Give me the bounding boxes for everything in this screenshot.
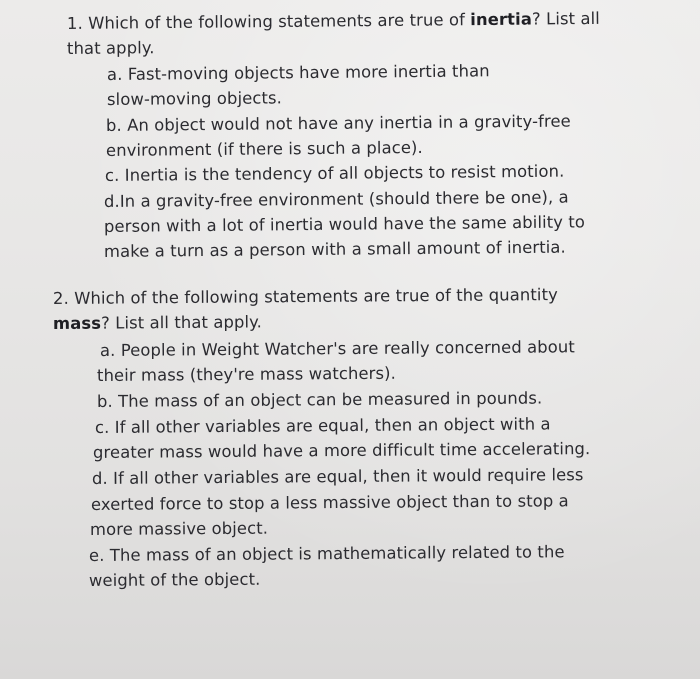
question-2-option-d: [92, 465, 584, 489]
question-2-stem-end: ? List all that apply.: [100, 312, 262, 333]
question-2-option-c: [95, 414, 551, 438]
question-1-option-a-cont: slow-moving objects.: [106, 88, 283, 109]
option-text: The mass of an object is mathematically related to the: [109, 542, 565, 565]
option-text: The mass of an object can be measured in pounds.: [118, 388, 543, 411]
option-text: If all other variables are equal, then an object with a: [114, 414, 551, 437]
question-1-number: 1.: [66, 13, 83, 33]
question-1-keyword: inertia: [470, 9, 533, 30]
option-text: In a gravity-free environment (should there be one), a: [119, 187, 569, 211]
question-1-stem-end: ? List all: [531, 8, 600, 29]
option-letter: b.: [96, 391, 113, 411]
option-letter: a.: [106, 64, 123, 84]
question-2-stem: [53, 285, 558, 309]
question-2-stem-line2: [53, 312, 262, 334]
question-2-option-e-cont: weight of the object.: [88, 569, 261, 590]
question-2-option-d-cont-1: exerted force to stop a less massive object than to stop a: [90, 491, 569, 514]
question-1-stem: [67, 9, 600, 34]
option-text: An object would not have any inertia in a gravity-free: [127, 111, 571, 135]
question-1-option-b: [106, 112, 571, 136]
option-letter: e.: [88, 545, 105, 565]
question-2-option-b: [97, 389, 542, 412]
option-text: Fast-moving objects have more inertia than: [127, 61, 490, 84]
question-1-stem-line2: that apply.: [66, 38, 155, 58]
option-letter: a.: [99, 340, 116, 360]
question-1-option-c: [105, 162, 565, 186]
option-letter: b.: [105, 115, 122, 135]
option-letter: c.: [94, 417, 110, 437]
question-1-option-d-cont-2: make a turn as a person with a small amount of inertia.: [103, 237, 566, 261]
question-1-option-a: [107, 61, 490, 85]
question-1-stem-text: Which of the following statements are true of: [88, 10, 471, 33]
option-text: People in Weight Watcher's are really concerned about: [120, 337, 575, 360]
question-1-option-d: [104, 188, 569, 212]
option-letter: d.: [91, 468, 108, 488]
question-1-option-d-cont-1: person with a lot of inertia would have the same ability to: [103, 212, 586, 236]
question-2-number: 2.: [52, 288, 69, 308]
question-2-option-c-cont: greater mass would have a more difficult time accelerating.: [92, 439, 591, 462]
option-letter: c.: [104, 165, 120, 185]
question-2-option-d-cont-2: more massive object.: [89, 518, 269, 539]
question-2-option-a-cont: their mass (they're mass watchers).: [96, 363, 396, 385]
option-letter: d.: [103, 191, 120, 211]
question-2-keyword: mass: [52, 313, 102, 333]
question-2-stem-text: Which of the following statements are true of the quantity: [74, 285, 558, 308]
option-text: Inertia is the tendency of all objects to resist motion.: [124, 161, 565, 185]
question-2-option-a: [100, 337, 575, 361]
question-1-option-b-cont: environment (if there is such a place).: [105, 137, 423, 160]
option-text: If all other variables are equal, then it would require less: [113, 465, 584, 488]
question-2-option-e: [89, 542, 565, 566]
